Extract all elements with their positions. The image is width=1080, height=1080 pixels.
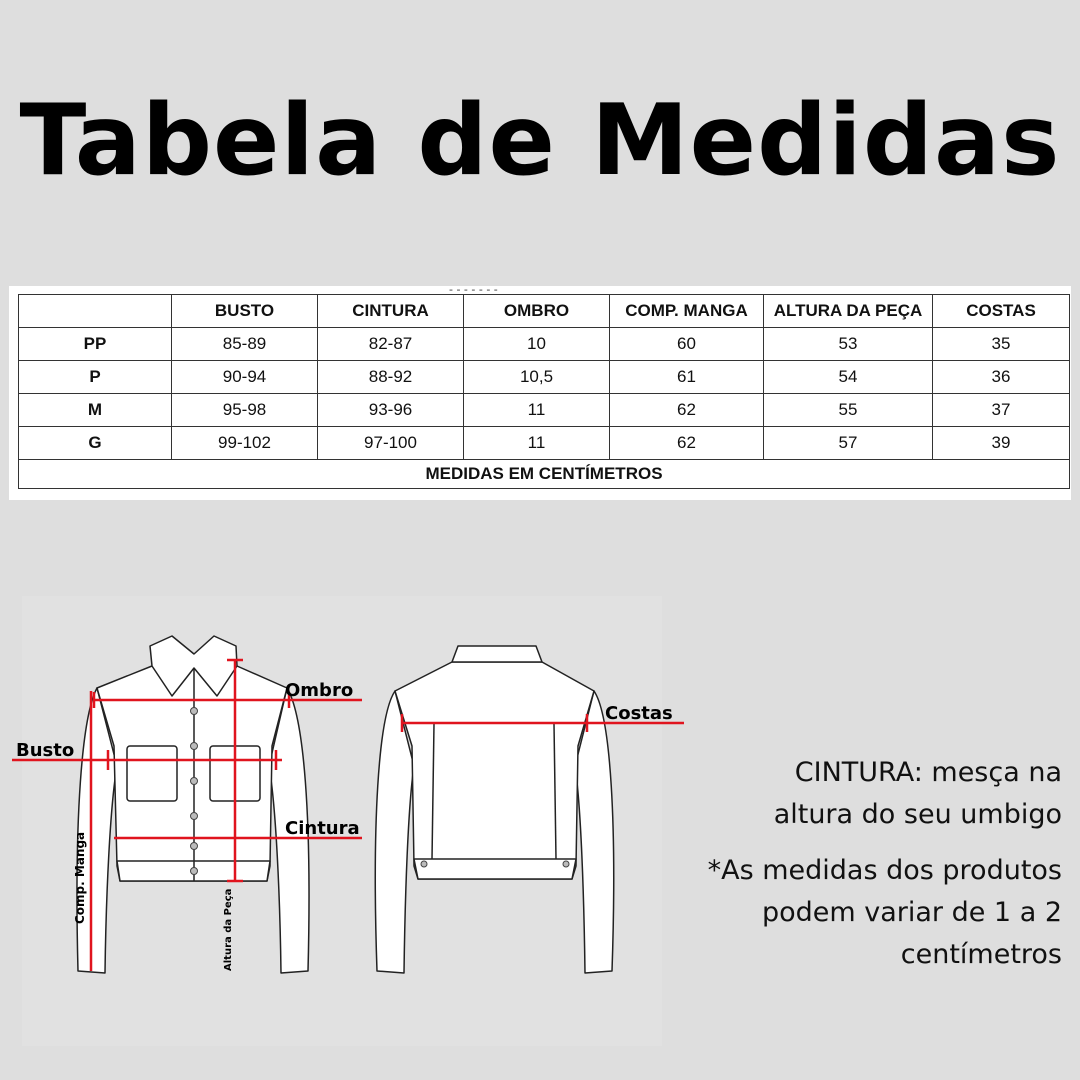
table-cell: 85-89: [172, 328, 318, 361]
size-cell: PP: [19, 328, 172, 361]
table-footer-row: [19, 460, 1070, 489]
table-cell: 88-92: [318, 361, 464, 394]
table-row: [19, 427, 1070, 460]
table-cell: 11: [464, 394, 610, 427]
size-table: [18, 294, 1070, 489]
size-table-container: [9, 283, 1071, 500]
size-cell: G: [19, 427, 172, 460]
table-cell: 62: [610, 394, 764, 427]
table-cell: 39: [933, 427, 1070, 460]
header-cell: OMBRO: [464, 295, 610, 328]
label-comp-manga: Comp. Manga: [73, 831, 87, 924]
header-cell: BUSTO: [172, 295, 318, 328]
front-button: [191, 843, 198, 850]
jacket-diagram: [16, 596, 673, 1046]
back-button: [421, 861, 427, 867]
table-cell: 62: [610, 427, 764, 460]
table-cell: 35: [933, 328, 1070, 361]
back-waistband-shape: [414, 859, 576, 879]
back-collar-shape: [452, 646, 542, 662]
front-left-pocket-shape: [127, 746, 177, 801]
table-row: [19, 394, 1070, 427]
table-cell: 54: [764, 361, 933, 394]
variation-note: *As medidas dos produtos podem variar de 1 a 2 centímetros: [707, 855, 1062, 970]
back-body-shape: [395, 662, 594, 879]
table-cell: 61: [610, 361, 764, 394]
label-cintura: Cintura: [285, 818, 360, 839]
size-cell: M: [19, 394, 172, 427]
header-cell: CINTURA: [318, 295, 464, 328]
page-title: Tabela de Medidas: [19, 84, 1061, 198]
waist-instruction-note: CINTURA: mesça na altura do seu umbigo: [773, 757, 1062, 830]
units-note: MEDIDAS EM CENTÍMETROS: [19, 460, 1070, 489]
table-cell: 90-94: [172, 361, 318, 394]
front-button: [191, 708, 198, 715]
table-cell: 99-102: [172, 427, 318, 460]
header-cell: ALTURA DA PEÇA: [764, 295, 933, 328]
table-cell: 82-87: [318, 328, 464, 361]
header-cell: [19, 295, 172, 328]
size-cell: P: [19, 361, 172, 394]
table-cell: 95-98: [172, 394, 318, 427]
back-button: [563, 861, 569, 867]
table-cell: 97-100: [318, 427, 464, 460]
label-busto: Busto: [16, 740, 75, 761]
table-cell: 37: [933, 394, 1070, 427]
table-cell: 10: [464, 328, 610, 361]
front-button: [191, 813, 198, 820]
table-cell: 10,5: [464, 361, 610, 394]
header-cell: COMP. MANGA: [610, 295, 764, 328]
table-row: [19, 328, 1070, 361]
jacket-illustration: [16, 596, 673, 1046]
header-cell: COSTAS: [933, 295, 1070, 328]
table-header-row: [19, 295, 1070, 328]
label-costas: Costas: [605, 703, 673, 724]
cropped-table-edge: - - - - - - -: [449, 283, 498, 296]
table-cell: 53: [764, 328, 933, 361]
table-cell: 11: [464, 427, 610, 460]
label-ombro: Ombro: [285, 680, 354, 701]
table-cell: 57: [764, 427, 933, 460]
label-altura-peca: Altura da Peça: [223, 888, 234, 971]
front-button: [191, 868, 198, 875]
table-cell: 60: [610, 328, 764, 361]
table-cell: 36: [933, 361, 1070, 394]
table-cell: 93-96: [318, 394, 464, 427]
table-row: [19, 361, 1070, 394]
front-button: [191, 743, 198, 750]
table-cell: 55: [764, 394, 933, 427]
front-button: [191, 778, 198, 785]
